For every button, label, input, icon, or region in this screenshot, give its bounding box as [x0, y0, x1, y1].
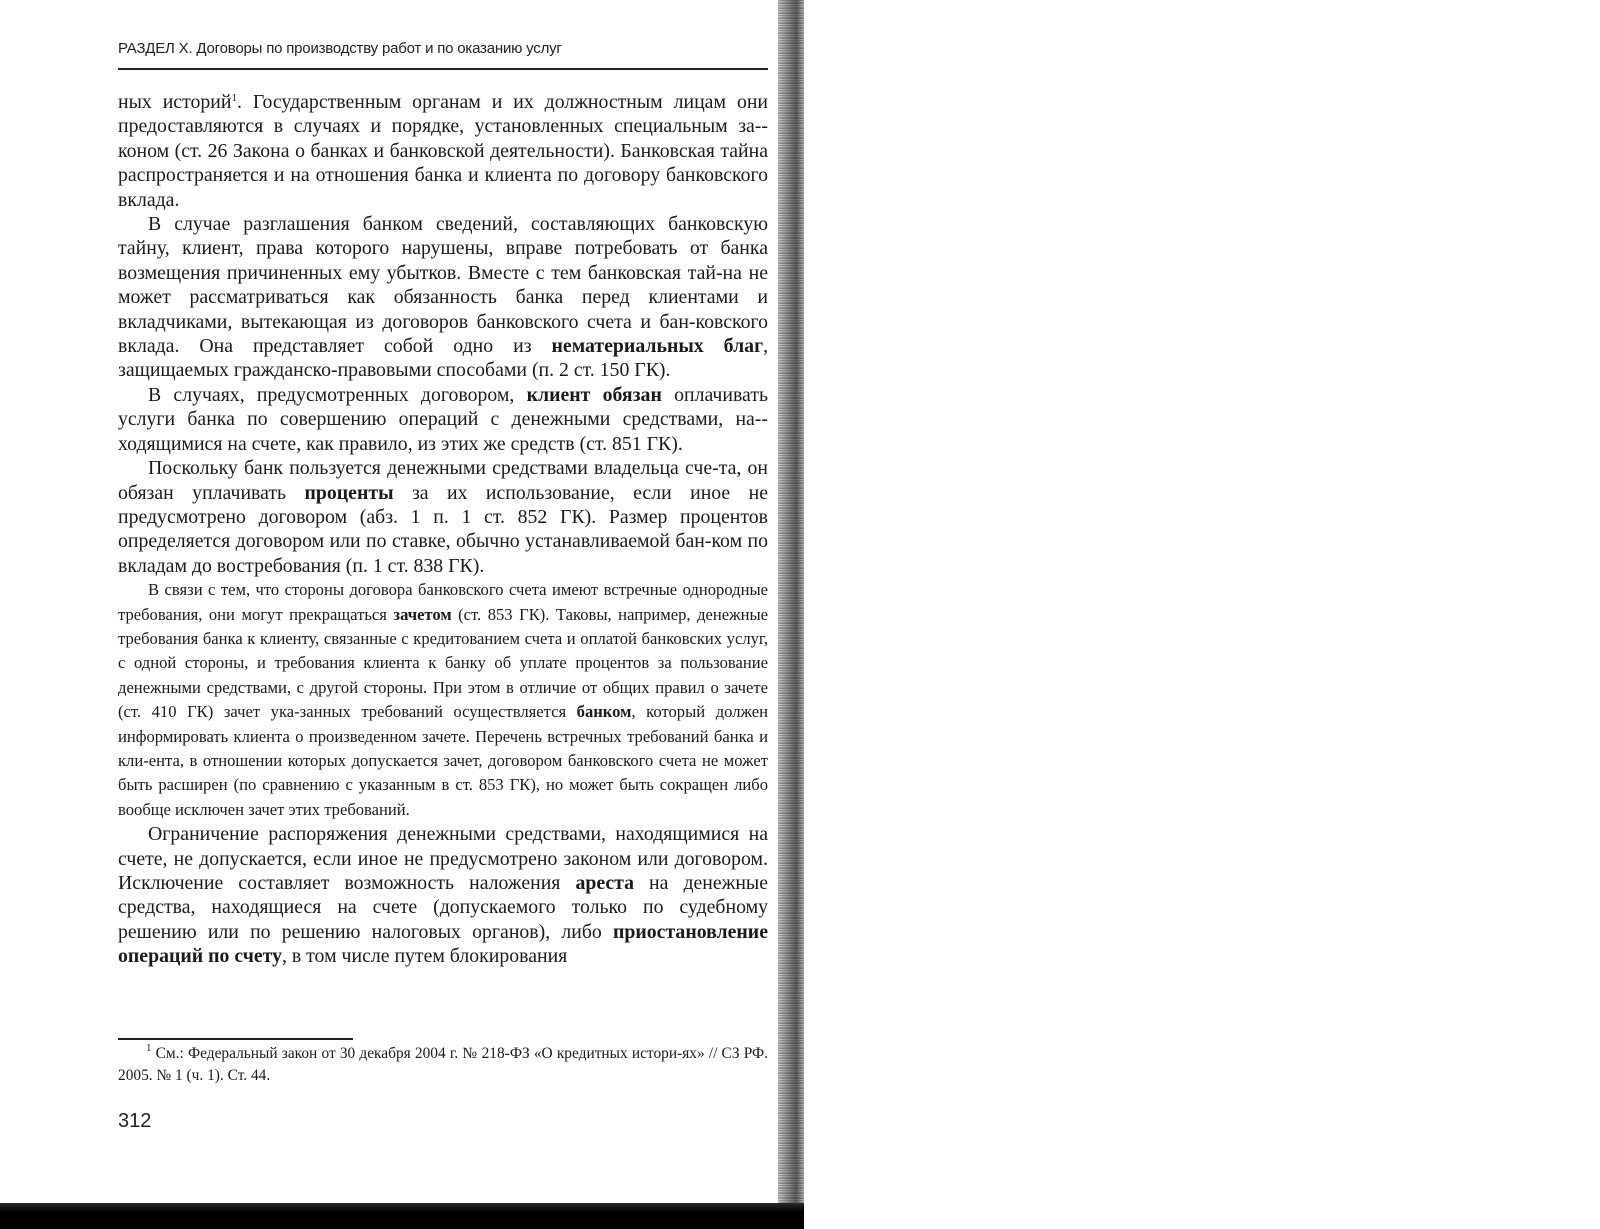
paragraph-6-bold-2: приостановление операций по счету: [118, 920, 768, 968]
running-header: РАЗДЕЛ X. Договоры по производству работ и по оказанию услуг: [118, 40, 562, 57]
paragraph-6-text-b: на денежные средства, находящиеся на счете (допускаемого только по судебному решению или по решению налоговых органов), либо: [118, 872, 768, 943]
paragraph-6: [118, 822, 768, 968]
footnote-ref[interactable]: 1: [231, 92, 237, 104]
paragraph-1-text-b: . Государственным органам и их должностным лицам они предоставляются в случаях и порядке, установленных специальным за-коном (ст. 26 Закона о банках и банковской деятельности). Банковская тайна распространяется и на отношения банка и клиента по договору банковского вклада.: [118, 91, 769, 211]
paragraph-6-bold-1: ареста: [575, 872, 634, 894]
paragraph-5-text-c: , который должен информировать клиента о произведенном зачете. Перечень встречных требований банка и кли-ента, в отношении которых допускается зачет, договором банковского счета не может быть расширен (по сравнению с указанным в ст. 853 ГК), но может быть сокращен либо вообще исключен зачет этих требований.: [118, 702, 768, 819]
paragraph-2-text-a: В случае разглашения банком сведений, составляющих банковскую тайну, клиент, права которого нарушены, вправе потребовать от банка возмещения причиненных ему убытков. Вместе с тем банковская тай-на не может рассматриваться как обязанность банка перед клиентами и вкладчиками, вытекающая из договоров банковского счета и бан-ковского вклада. Она представляет собой одно из: [118, 213, 768, 358]
paragraph-6-text-a: Ограничение распоряжения денежными средствами, находящимися на счете, не допускается, если иное не предусмотрено законом или договором. Исключение составляет возможность наложения: [118, 823, 768, 894]
paragraph-5-small-print: [118, 578, 768, 822]
paragraph-2-bold: нематериальных благ: [551, 335, 764, 358]
paragraph-5-bold-1: зачетом: [393, 604, 452, 624]
paragraph-3-text-b: оплачивать услуги банка по совершению операций с денежными средствами, на-ходящимися на счете, как правило, из этих же средств (ст. 851 ГК).: [118, 383, 768, 455]
paragraph-2: [118, 212, 768, 383]
book-spine-shadow: [778, 0, 804, 1229]
paragraph-3: [118, 383, 768, 456]
scan-bottom-edge: [0, 1203, 804, 1229]
paragraph-3-bold: клиент обязан: [526, 383, 662, 406]
paragraph-5-text-a: В связи с тем, что стороны договора банковского счета имеют встречные однородные требования, они могут прекращаться: [118, 580, 768, 624]
paragraph-2-text-b: , защищаемых гражданско-правовыми способами (п. 2 ст. 150 ГК).: [118, 335, 769, 382]
paragraph-3-text-a: В случаях, предусмотренных договором,: [148, 383, 527, 406]
paragraph-4-bold: проценты: [304, 481, 394, 504]
paragraph-1-text-a: ных историй: [118, 91, 232, 113]
header-rule: [118, 68, 768, 70]
paragraph-4-text-b: за их использование, если иное не предусмотрено договором (абз. 1 п. 1 ст. 852 ГК). Размер процентов определяется договором или по ставке, обычно устанавливаемой бан-ком по вкладам до востребования (п. 1 ст. 838 ГК).: [118, 481, 768, 577]
footnote-rule: [118, 1038, 353, 1040]
body-text: [118, 90, 768, 969]
footnote: [118, 1043, 768, 1087]
footnote-marker: 1: [146, 1042, 152, 1054]
paragraph-1: [118, 90, 768, 212]
paragraph-4-text-a: Поскольку банк пользуется денежными средствами владельца сче-та, он обязан уплачивать: [118, 457, 768, 504]
paragraph-4: [118, 456, 768, 578]
page-number: 312: [118, 1110, 152, 1132]
paragraph-6-text-c: , в том числе путем блокирования: [282, 945, 568, 968]
paragraph-5-bold-2: банком: [576, 702, 632, 722]
paragraph-5-text-b: (ст. 853 ГК). Таковы, например, денежные требования банка к клиенту, связанные с кредитованием счета и оплатой банковских услуг, с одной стороны, и требования клиента к банку об уплате процентов за пользование денежными средствами, с другой стороны. При этом в отличие от общих правил о зачете (ст. 410 ГК) зачет ука-занных требований осуществляется: [118, 604, 768, 722]
footnote-text: См.: Федеральный закон от 30 декабря 2004 г. № 218-ФЗ «О кредитных истори-ях» // СЗ РФ. 2005. № 1 (ч. 1). Ст. 44.: [118, 1045, 768, 1084]
